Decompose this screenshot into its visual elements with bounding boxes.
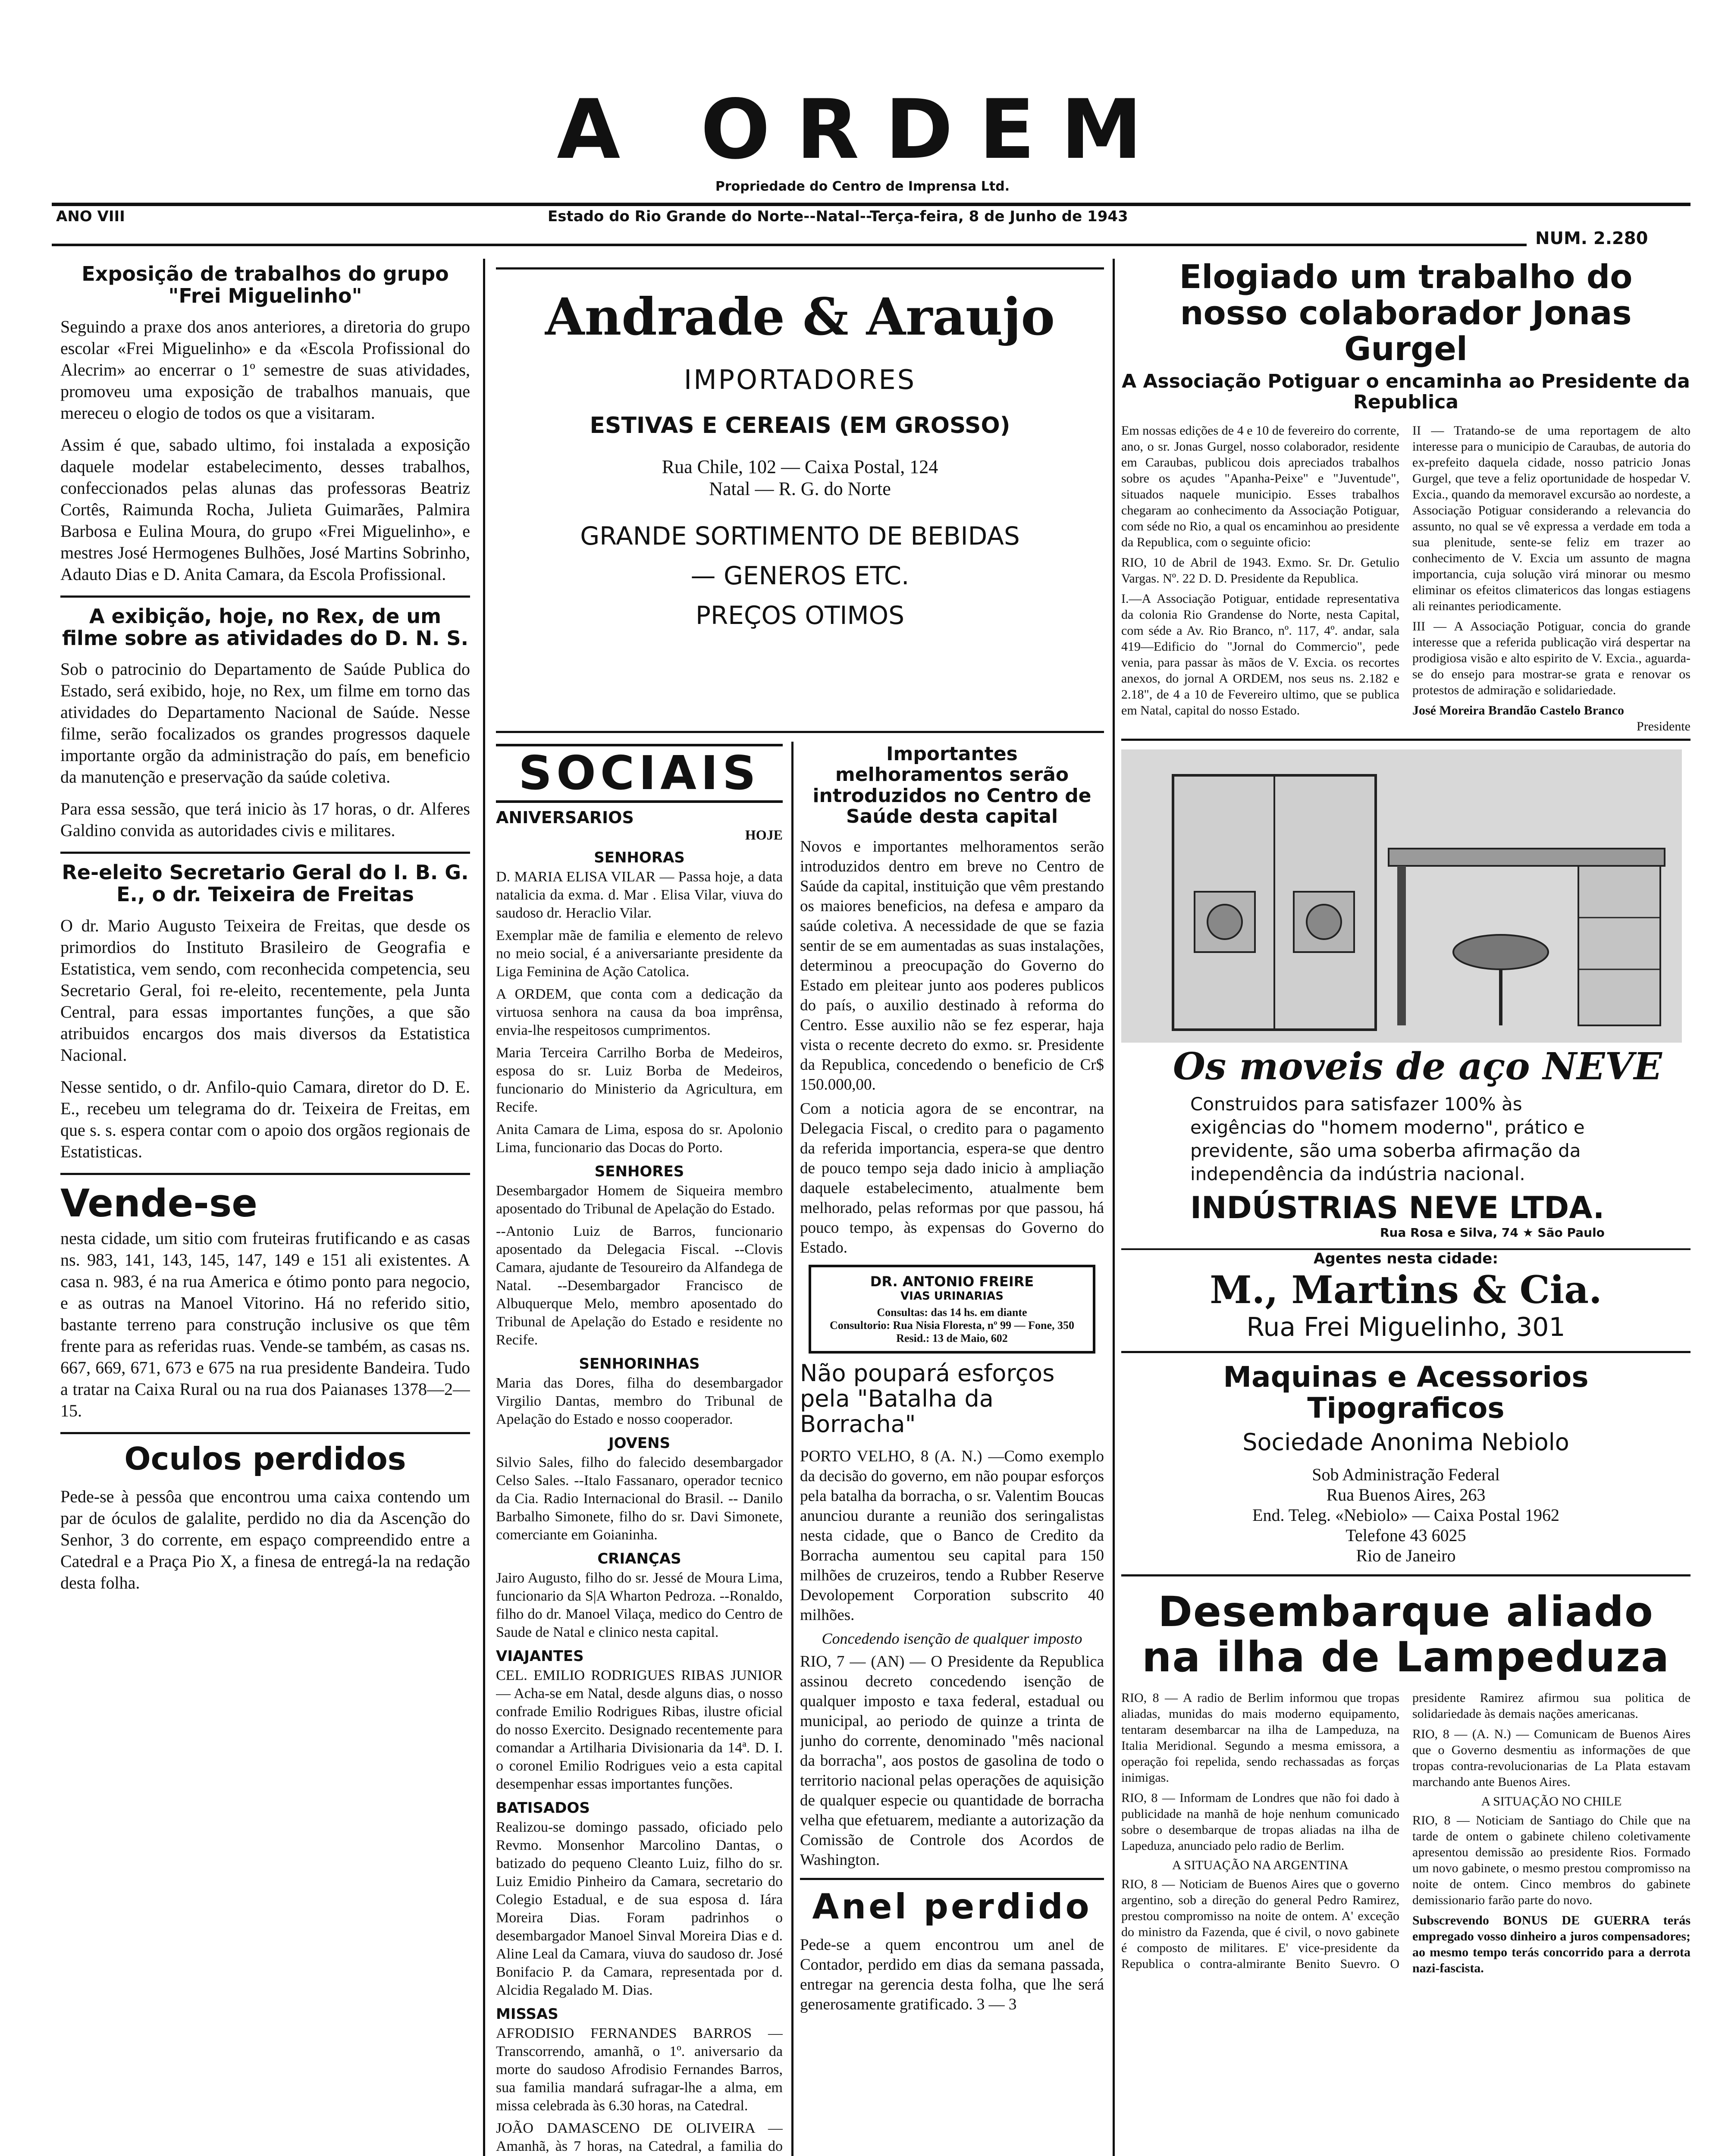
- dateline: Estado do Rio Grande do Norte--Natal--Terça-feira, 8 de Junho de 1943: [548, 208, 1128, 225]
- column-3: [800, 744, 1104, 2156]
- ad-freire-residence: Resid.: 13 de Maio, 602: [896, 1332, 1008, 1344]
- article-jonas-headline: Elogiado um trabalho do nosso colaborador Jonas Gurgel: [1179, 259, 1633, 368]
- sociais-senhores: SENHORES: [594, 1163, 684, 1180]
- ad-freire-name: DR. ANTONIO FREIRE: [870, 1273, 1034, 1290]
- article-lampeduza-body: [1121, 1690, 1690, 1976]
- ad-nebiolo-l4: Telefone 43 6025: [1346, 1525, 1466, 1545]
- sociais-missas: MISSAS: [496, 2006, 558, 2023]
- ad-vende-se-text: nesta cidade, um sitio com fruteiras frutificando e as casas ns. 983, 141, 143, 145, 147, 149 e 151 ali existentes. A casa n. 983, é na rua America e ótimo ponto para negocio, e as outras na Manoel Vitorino. Há no referido sitio, bastante terreno para construção inclusive os que têm frente para as referidas ruas. Vende-se também, as casas ns. 667, 669, 671, 673 e 675 na rua presidente Bandeira. Tudo a tratar na Caixa Rural ou na rua dos Paianases 1378—2—15.: [60, 1228, 470, 1421]
- ad-nebiolo: [1121, 1351, 1690, 1576]
- separator: [60, 852, 470, 854]
- ad-neve-agents-label: Agentes nesta cidade:: [1121, 1248, 1690, 1267]
- ad-nebiolo-l3: End. Teleg. «Nebiolo» — Caixa Postal 1962: [1252, 1505, 1559, 1525]
- sociais-p9: Silvio Sales, filho do falecido desembargador Celso Sales. --Italo Fassanaro, operador tecnico da Cia. Radio Internacional do Brasil. -- Danilo Barbalho Simonete, filho do sr. Davi Simonete, comerciante em Goianinha.: [496, 1454, 783, 1543]
- sociais-column: [496, 744, 783, 2156]
- ad-neve-agent-address: Rua Frei Miguelinho, 301: [1246, 1312, 1565, 1342]
- sociais-p12: Realizou-se domingo passado, oficiado pelo Revmo. Monsenhor Marcolino Dantas, o batizado do pequeno Cleanto Luiz, filho do sr. Luiz Emidio Pinheiro da Camara, secretario do Colegio Estadual, e de sua esposa d. Iára Moreira Dias. Foram padrinhos o desembargador Manoel Sinval Moreira Dias e d. Aline Leal da Camara, viuva do saudoso dr. José Bonifacio P. da Camara, representada por d. Alcidia Regalado M. Dias.: [496, 1819, 783, 1998]
- article-saude-p2: Com a noticia agora de se encontrar, na Delegacia Fiscal, o credito para o pagamento da referida importancia, espera-se que dentro de pouco tempo seja dado inicio à ampliação daquele estabelecimento, atualmente bem melhorado, pelas reformas por que passou, há pouco tempo, às expensas do Governo do Estado.: [800, 1100, 1104, 1257]
- sociais-p5: Anita Camara de Lima, esposa do sr. Apolonio Lima, funcionario das Docas do Porto.: [496, 1122, 783, 1156]
- sociais-p6: Desembargador Homem de Siqueira membro aposentado do Tribunal de Apelação do Estado.: [496, 1183, 783, 1217]
- ad-neve-agent-name: M., Martins & Cia.: [1210, 1267, 1602, 1312]
- article-ibge-p2: Nesse sentido, o dr. Anfilo-quio Camara, diretor do D. E. E., recebeu um telegrama do dr. Teixeira de Freitas, em que s. s. espera contar com o apoio dos orgãos regionais de Estatisticas.: [60, 1077, 470, 1161]
- sociais-p11: CEL. EMILIO RODRIGUES RIBAS JUNIOR — Acha-se em Natal, desde alguns dias, o nosso confrade Emilio Rodrigues Ribas, ilustre oficial do nosso Exercito. Designado recentemente para comandar a Artilharia Divisionaria da 14ª. D. I. o coronel Emilio Rodrigues veio a esta capital desempenhar essas importantes funções.: [496, 1667, 783, 1792]
- article-jonas-p2: RIO, 10 de Abril de 1943. Exmo. Sr. Dr. Getulio Vargas. Nº. 22 D. D. Presidente da Republica.: [1121, 555, 1399, 586]
- ad-freire-hours: Consultas: das 14 hs. em diante: [877, 1306, 1027, 1319]
- separator: [60, 595, 470, 598]
- article-rex-p2: Para essa sessão, que terá inicio às 17 horas, o dr. Alferes Galdino convida as autoridades civis e militares.: [60, 799, 470, 840]
- sociais-p7: --Antonio Luiz de Barros, funcionario aposentado da Delegacia Fiscal. --Clovis Camara, ajudante de Tesoureiro da Alfandega de Natal. --Desembargador Francisco de Albuquerque Melo, membro aposentado do Tribunal de Apelação do Estado e residente no Recife.: [496, 1223, 783, 1348]
- article-exposicao-p1: Seguindo a praxe dos anos anteriores, a diretoria do grupo escolar «Frei Miguelinho» e da «Escola Profissional do Alecrim» ao encerrar o 1º semestre de suas atividades, promoveu uma exposição de trabalhos manuais, que mereceu o elogio de todos os que a visitaram.: [60, 317, 470, 423]
- ad-anel-headline: Anel perdido: [812, 1886, 1092, 1927]
- issue-number: NUM. 2.280: [1535, 229, 1648, 248]
- sociais-p4: Maria Terceira Carrilho Borba de Medeiros, esposa do sr. Luiz Borba de Medeiros, funcionario do Ministerio da Agricultura, em Recife.: [496, 1045, 783, 1115]
- column-rule-1: [483, 259, 485, 2156]
- article-jonas-p1: Em nossas edições de 4 e 10 de fevereiro do corrente, ano, o sr. Jonas Gurgel, nosso colaborador, residente em Caraubas, publicou dois apreciados trabalhos sobre os açudes "Apanha-Peixe" e "Juventude", situados naquele municipio. Esses trabalhos chegaram ao conhecimento da Associação Potiguar, com séde no Rio, a qual os encaminhou ao presidente da Republica, com o seguinte oficio:: [1121, 423, 1399, 549]
- ad-andrade-line3: Rua Chile, 102 — Caixa Postal, 124: [662, 456, 938, 477]
- article-argentina-p1: RIO, 8 — Noticiam de Buenos Aires que o governo argentino, sob a direção do general Pedro Ramirez, prestou compromisso na noite de ontem. A' exceção do ministro da Fazenda, que é civil, o novo gabinete é composto de militares. E' vice-presidente da Republica o contra-almirante Benito Suevro. O presidente Ramirez afirmou sua politica de solidariedade às demais nações americanas.: [1121, 1690, 1690, 1971]
- ad-freire-office: Consultorio: Rua Nisia Floresta, nº 99 — Fone, 350: [829, 1319, 1075, 1332]
- separator: [60, 1432, 470, 1434]
- article-chile-p1: RIO, 8 — Noticiam de Santiago do Chile que na tarde de ontem o gabinete chileno coletivamente apresentou demissão ao presidente Rios. Formado um novo gabinete, o mesmo prestou compromisso na noite de ontem. Cinco membros do gabinete demissionario farão parte do novo.: [1412, 1813, 1690, 1907]
- masthead-subtitle: Propriedade do Centro de Imprensa Ltd.: [715, 179, 1010, 194]
- article-jonas-p3: I.—A Associação Potiguar, entidade representativa da colonia Rio Grandense do Norte, nesta Capital, com séde a Av. Rio Branco, nº. 117, 4º. andar, sala 419—Edificio do "Jornal do Commercio", pede venia, para passar às mãos de V. Excia. os recortes anexos, do jornal A ORDEM, nos seus ns. 2.182 e 2.18", de 4 a 10 de Fevereiro ultimo, que se publica em Natal, capital do nosso Estado.: [1121, 591, 1399, 718]
- article-lampeduza-p1: RIO, 8 — A radio de Berlim informou que tropas aliadas, munidas do mais moderno equipamento, tentaram desembarcar na ilha de Lampeduza, na Italia Meridional. Segundo a mesma emissora, a operação foi repelida, sendo rechassadas as forças inimigas.: [1121, 1690, 1399, 1785]
- ad-bonus-guerra: Subscrevendo BONUS DE GUERRA terás empregado vosso dinheiro a juros compensadores; ao mesmo tempo terás concorrido para a derrota nazi-fascista.: [1412, 1913, 1690, 1975]
- ad-andrade-araujo: [496, 267, 1104, 733]
- article-ibge-p1: O dr. Mario Augusto Teixeira de Freitas, que desde os primordios do Instituto Brasileiro de Geografia e Estatistica, vem sendo, com reconhecida competencia, seu Secretario Geral, foi re-eleito, recentemente, pela Junta Central, para essas importantes funções, a que são atribuidos encargos dos mais diversos da Estatistica Nacional.: [60, 915, 470, 1065]
- column-1: [60, 263, 470, 2156]
- sociais-criancas: CRIANÇAS: [597, 1550, 681, 1567]
- article-rex-headline: A exibição, hoje, no Rex, de um filme sobre as atividades do D. N. S.: [62, 605, 469, 650]
- sociais-viajantes: VIAJANTES: [496, 1648, 584, 1665]
- ad-oculos-headline: Oculos perdidos: [124, 1441, 406, 1477]
- ad-neve: [1121, 739, 1690, 1342]
- ad-andrade-line4: Natal — R. G. do Norte: [709, 478, 891, 499]
- article-borracha-headline: Não poupará esforços pela "Batalha da Borracha": [800, 1359, 1055, 1438]
- ad-nebiolo-subtitle: Sociedade Anonima Nebiolo: [1242, 1428, 1569, 1456]
- article-borracha-p1: PORTO VELHO, 8 (A. N.) —Como exemplo da decisão do governo, em não poupar esforços pela batalha da borracha, o sr. Valentim Boucas anunciou durante a reunião dos seringalistas nesta cidade, que o Banco de Credito da Borracha aumentou seu capital para 150 milhões de cruzeiros, tendo a Rubber Reserve Devolopement Corporation subscrito 40 milhões.: [800, 1447, 1104, 1624]
- ad-andrade-line2: ESTIVAS E CEREAIS (EM GROSSO): [590, 413, 1010, 439]
- sociais-hoje: HOJE: [745, 827, 783, 843]
- sociais-p3: A ORDEM, que conta com a dedicação da virtuosa senhora na causa da boa imprênsa, envia-lhe respeitosos cumprimentos.: [496, 986, 783, 1038]
- article-saude-p1: Novos e importantes melhoramentos serão introduzidos dentro em breve no Centro de Saúde da capital, instituição que vêm prestando os maiores beneficios, na defesa e amparo da saúde coletiva. A necessidade de que se fazia sentir de se em aumentadas as suas instalações, determinou a preocupação do Governo do Estado em pleitear junto aos poderes publicos do país, o auxilio destinado à reforma do Centro. Esse auxilio não se fez esperar, haja vista o recente decreto do exmo. sr. Presidente da Republica, concedendo o beneficio de Cr$ 150.000,00.: [800, 837, 1104, 1094]
- sociais-senhoras: SENHORAS: [594, 849, 685, 866]
- ad-vende-se-headline: Vende-se: [60, 1181, 257, 1225]
- ad-neve-brand: Os moveis de aço NEVE: [1173, 1044, 1662, 1088]
- article-jonas-subhead: A Associação Potiguar o encaminha ao Presidente da Republica: [1122, 370, 1690, 414]
- ad-nebiolo-l2: Rua Buenos Aires, 263: [1326, 1485, 1486, 1504]
- ad-neve-text: Construidos para satisfazer 100% às exigências do "homem moderno", prático e previdente, são uma soberba afirmação da independência da indústria nacional.: [1190, 1093, 1585, 1185]
- masthead-rule-top: [52, 203, 1690, 206]
- ad-neve-address: Rua Rosa e Silva, 74 ★ São Paulo: [1380, 1225, 1605, 1240]
- column-rule-3: [1113, 259, 1115, 2156]
- sociais-p8: Maria das Dores, filha do desembargador Virgilio Dantas, membro do Tribunal de Apelação do Estado e nosso cooperador.: [496, 1375, 783, 1427]
- sociais-p2: Exemplar mãe de familia e elemento de relevo no meio social, é a aniversariante presidente da Liga Feminina de Ação Catolica.: [496, 928, 783, 980]
- ad-andrade-line7: PREÇOS OTIMOS: [695, 601, 905, 630]
- article-saude-headline: Importantes melhoramentos serão introduzidos no Centro de Saúde desta capital: [812, 744, 1091, 828]
- article-jonas-signature: José Moreira Brandão Castelo Branco: [1412, 703, 1625, 718]
- sociais-p13: AFRODISIO FERNANDES BARROS — Transcorrendo, amanhã, o 1º. aniversario da morte do saudoso Afrodisio Fernandes Barros, sua familia mandará sufragar-lhe a alma, em missa celebrada às 6.30 horas, na Catedral.: [496, 2025, 783, 2114]
- article-isencao-subhead: Concedendo isenção de qualquer imposto: [822, 1630, 1082, 1647]
- sociais-batisados: BATISADOS: [496, 1799, 590, 1817]
- ad-dr-antonio-freire: [809, 1265, 1095, 1354]
- article-jonas-p4: II — Tratando-se de uma reportagem de alto interesse para o municipio de Caraubas, de autoria do ex-prefeito daquela cidade, nosso patricio Jonas Gurgel, que teve a feliz oportunidade de hospedar V. Excia., quando da memoravel excursão ao nordeste, a Associação Potiguar considerando a relevancia do assunto, no qual se vê expressa a verdade em toda a sua plenitude, sente-se feliz em trazer ao conhecimento de V. Excia um assunto de magna importancia, cuja solução virá minorar ou mesmo eliminar os efeitos climatericos das longas estiagens ali reinantes periodicamente.: [1412, 423, 1690, 613]
- sociais-title: SOCIAIS: [496, 744, 783, 803]
- article-jonas-signature-role: Presidente: [1637, 719, 1690, 733]
- ad-nebiolo-l5: Rio de Janeiro: [1356, 1545, 1456, 1565]
- ad-neve-furniture-illustration: [1121, 749, 1682, 1043]
- article-lampeduza-headline: Desembarque aliado na ilha de Lampeduza: [1142, 1587, 1670, 1682]
- ad-nebiolo-l1: Sob Administração Federal: [1312, 1464, 1500, 1484]
- article-exposicao-headline: Exposição de trabalhos do grupo "Frei Miguelinho": [82, 263, 449, 307]
- article-rex-p1: Sob o patrocinio do Departamento de Saúde Publica do Estado, será exibido, hoje, no Rex, um filme em torno das atividades do Departamento Nacional de Saúde. Nesse filme, serão focalizados os grandes progressos daquele importante orgão da administração do país, em beneficio da manutenção e preservação da saúde coletiva.: [60, 659, 470, 787]
- ad-andrade-line5: GRANDE SORTIMENTO DE BEBIDAS: [580, 521, 1020, 551]
- ad-andrade-name: Andrade & Araujo: [545, 287, 1055, 347]
- article-jonas-body: [1121, 423, 1690, 734]
- ad-nebiolo-title: Maquinas e Acessorios Tipograficos: [1223, 1360, 1589, 1425]
- masthead-rule-bottom: [52, 244, 1527, 246]
- article-isencao-p1: RIO, 7 — (AN) — O Presidente da Republica assinou decreto concedendo isenção de qualquer imposto e taxa federal, estadual ou municipal, ao periodo de quinze a trinta de junho do corrente, denominado "mês nacional da borracha", aos postos de gasolina de todo o territorio nacional pelas operações de aquisição de qualquer especie ou quantidade de borracha velha que efetuarem, mediante a autorização da Comissão de Controle dos Acordos de Washington.: [800, 1652, 1104, 1869]
- ad-freire-specialty: VIAS URINARIAS: [900, 1289, 1004, 1303]
- sociais-p10: Jairo Augusto, filho do sr. Jessé de Moura Lima, funcionario da S|A Wharton Pedroza. --Ronaldo, filho do dr. Manoel Vilaça, medico do Centro de Saude de Natal e clinico nesta capital.: [496, 1570, 783, 1640]
- ad-oculos-text: Pede-se à pessôa que encontrou uma caixa contendo um par de óculos de galalite, perdido no dia da Ascenção do Senhor, 3 do corrente, em espaço compreendido entre a Catedral e a Praça Pio X, a finesa de entregá-la na redação desta folha.: [60, 1486, 470, 1592]
- sociais-jovens: JOVENS: [608, 1435, 671, 1452]
- sociais-p1: D. MARIA ELISA VILAR — Passa hoje, a data natalicia da exma. d. Mar . Elisa Vilar, viuva do saudoso dr. Heraclio Vilar.: [496, 869, 783, 921]
- article-lampeduza-p2: RIO, 8 — Informam de Londres que não foi dado à publicidade na manhã de hoje nenhum comunicado sobre o desembarque de tropas aliadas na ilha de Lapeduza, anunciado pelo radio de Berlim.: [1121, 1790, 1399, 1853]
- ad-anel-text: Pede-se a quem encontrou um anel de Contador, perdido em dias da semana passada, entregar na gerencia desta folha, que lhe será generosamente gratificado. 3 — 3: [800, 1936, 1104, 2013]
- article-exposicao-p2: Assim é que, sabado ultimo, foi instalada a exposição daquele modelar estabelecimento, desses trabalhos, confeccionados pelas alunas das professoras Beatriz Cortês, Raimunda Rocha, Julieta Guimarães, Palmira Barbosa e Eulina Moura, do grupo «Frei Miguelinho», e mestres José Hermogenes Bulhões, José Martins Sobrinho, Adauto Dias e D. Anita Camara, da Escola Profissional.: [60, 435, 470, 584]
- separator: [60, 1173, 470, 1175]
- article-argentina-p2: RIO, 8 — (A. N.) — Comunicam de Buenos Aires que o Governo desmentiu as informações de que tropas contra-revolucionarias de La Plata estavam marchando ante Buenos Aires.: [1412, 1727, 1690, 1789]
- sociais-aniversarios: ANIVERSARIOS: [496, 808, 634, 827]
- column-4: [1121, 259, 1690, 2156]
- masthead-title: A ORDEM: [557, 82, 1168, 177]
- ad-andrade-line6: — GENEROS ETC.: [690, 561, 910, 590]
- sociais-senhorinhas: SENHORINHAS: [579, 1355, 700, 1373]
- article-ibge-headline: Re-eleito Secretario Geral do I. B. G. E., o dr. Teixeira de Freitas: [62, 861, 469, 906]
- article-argentina-subhead: A SITUAÇÃO NA ARGENTINA: [1172, 1858, 1349, 1872]
- ad-andrade-line1: IMPORTADORES: [684, 364, 916, 395]
- ad-neve-company: INDÚSTRIAS NEVE LTDA.: [1190, 1190, 1605, 1225]
- article-jonas-p5: III — A Associação Potiguar, concia do grande interesse que a referida publicação virá despertar na prodigiosa visão e alto espirito de V. Excia., aguarda-se do ensejo para mostrar-se grata e renovar os protestos de admiração e solidariedade.: [1412, 619, 1690, 697]
- sociais-p14: JOÃO DAMASCENO DE OLIVEIRA — Amanhã, às 7 horas, na Catedral, a familia do: [496, 2120, 783, 2154]
- separator: [800, 1878, 1104, 1880]
- article-chile-subhead: A SITUAÇÃO NO CHILE: [1481, 1794, 1622, 1808]
- column-rule-2: [791, 742, 794, 2156]
- edition-year: ANO VIII: [56, 208, 125, 225]
